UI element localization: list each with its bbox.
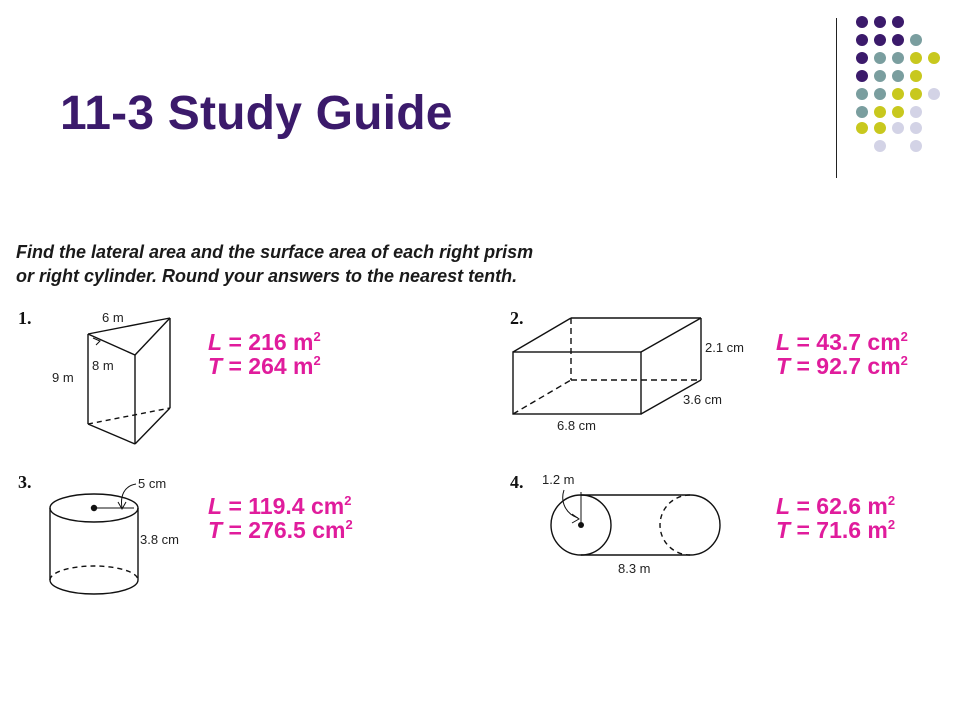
problem-4-label-radius: 1.2 m <box>542 472 575 487</box>
problem-1-total-area: T = 264 $m^2$ <box>208 353 321 379</box>
instructions <box>16 240 716 288</box>
problem-1-label-height: 8 m <box>92 358 114 373</box>
problem-2-number: 2. <box>510 308 524 328</box>
dot-row-3 <box>856 52 940 64</box>
problem-2-lateral-area: L = 43.7 $cm^2$ <box>776 329 908 355</box>
problem-3-label-radius: 5 cm <box>138 476 167 491</box>
title-divider-line <box>836 18 837 178</box>
dot-row-5 <box>856 88 940 100</box>
problem-2-label-depth: 3.6 cm <box>683 392 723 407</box>
problem-1-label-length: 9 m <box>52 370 74 385</box>
problem-2-answers <box>776 330 908 378</box>
problem-4-number: 4. <box>510 472 524 492</box>
problem-4-label-length: 8.3 m <box>618 561 651 576</box>
dot-row-1 <box>856 16 904 28</box>
problem-4-lateral-area: L = 62.6 $m^2$ <box>776 493 896 519</box>
dot-row-7 <box>856 122 922 134</box>
problem-2-total-area: T = 92.7 $cm^2$ <box>776 353 908 379</box>
dot-row-2 <box>856 34 922 46</box>
dot-row-8 <box>874 140 922 152</box>
problem-2-rectangular-prism <box>505 310 775 440</box>
problem-1-number: 1. <box>18 308 32 328</box>
page-title: 11-3 Study Guide <box>60 87 453 140</box>
dot-row-6 <box>856 106 922 118</box>
instructions-line-2: or right cylinder. Round your answers to the nearest tenth. <box>16 266 518 286</box>
problem-4-answers <box>776 494 895 542</box>
problem-1-label-width: 6 m <box>102 310 124 325</box>
problem-3-label-height: 3.8 cm <box>140 532 180 547</box>
problem-3-number: 3. <box>18 472 32 492</box>
problem-1-answers <box>208 330 321 378</box>
instructions-line-1: Find the lateral area and the surface area of each right prism <box>16 242 534 262</box>
dot-row-4 <box>856 70 922 82</box>
problem-2-label-height: 2.1 cm <box>705 340 745 355</box>
problem-3-answers <box>208 494 353 542</box>
problem-2-label-length: 6.8 cm <box>557 418 597 433</box>
problem-3-cylinder <box>40 468 210 608</box>
problem-1-lateral-area: L = 216 $m^2$ <box>208 329 321 355</box>
problem-3-total-area: T = 276.5 $cm^2$ <box>208 517 353 543</box>
problem-1-triangular-prism <box>40 300 200 450</box>
problem-4-cylinder <box>538 470 738 580</box>
problem-3-lateral-area: L = 119.4 $cm^2$ <box>208 493 352 519</box>
problem-4-total-area: T = 71.6 $m^2$ <box>776 517 896 543</box>
